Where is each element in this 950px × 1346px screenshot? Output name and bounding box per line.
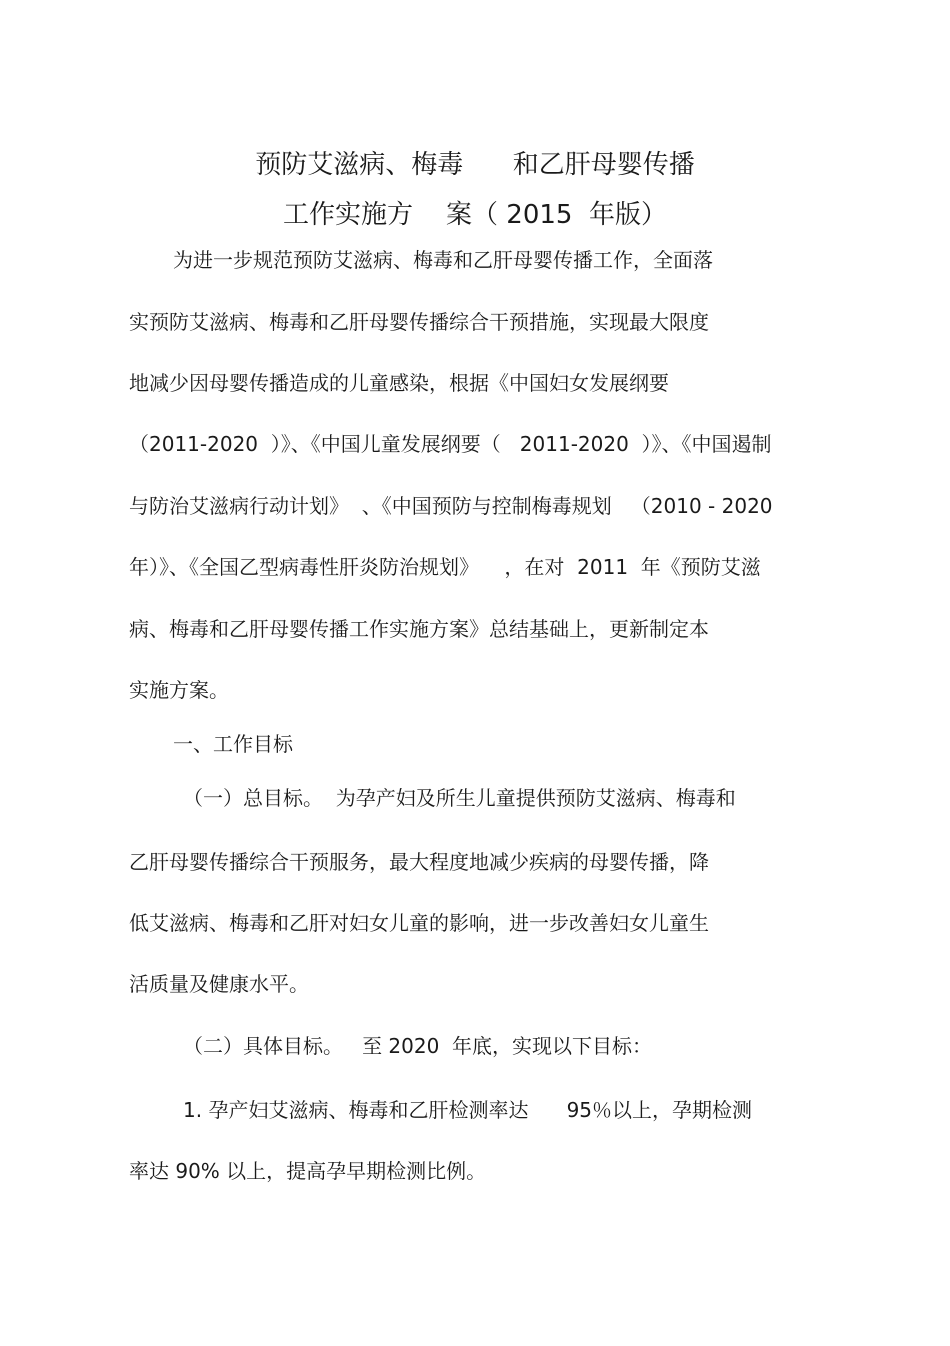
document-title-line-1: 预防艾滋病、梅毒 和乙肝母婴传播: [255, 150, 695, 180]
list-item: 1. 孕产妇艾滋病、梅毒和乙肝检测率达 95％以上，孕期检测: [183, 1098, 753, 1122]
body-line: 实施方案。: [129, 678, 229, 702]
body-line: 率达 90% 以上，提高孕早期检测比例。: [129, 1159, 487, 1183]
body-line: 乙肝母婴传播综合干预服务，最大程度地减少疾病的母婴传播，降: [129, 850, 709, 874]
body-line: 低艾滋病、梅毒和乙肝对妇女儿童的影响，进一步改善妇女儿童生: [129, 911, 709, 935]
body-line: 实预防艾滋病、梅毒和乙肝母婴传播综合干预措施，实现最大限度: [129, 310, 709, 334]
subsection-heading: （二）具体目标。 至 2020 年底，实现以下目标：: [183, 1034, 653, 1058]
body-line: 为进一步规范预防艾滋病、梅毒和乙肝母婴传播工作，全面落: [173, 248, 713, 272]
body-line: 年）》、《全国乙型病毒性肝炎防治规划》 ，在对 2011 年《预防艾滋: [129, 555, 761, 579]
document-title-line-2: 工作实施方 案（ 2015 年版）: [282, 200, 668, 230]
section-heading: 一、工作目标: [173, 732, 293, 756]
body-line: 病、梅毒和乙肝母婴传播工作实施方案》总结基础上，更新制定本: [129, 617, 709, 641]
subsection-heading: （一）总目标。 为孕产妇及所生儿童提供预防艾滋病、梅毒和: [183, 786, 736, 810]
body-line: 活质量及健康水平。: [129, 972, 309, 996]
body-line: 地减少因母婴传播造成的儿童感染，根据《中国妇女发展纲要: [129, 371, 669, 395]
body-line: 与防治艾滋病行动计划》 、《中国预防与控制梅毒规划 （2010 - 2020: [129, 494, 773, 518]
body-line: （2011-2020 ）》、《中国儿童发展纲要（ 2011-2020 ）》、《中国遏制: [129, 432, 772, 456]
